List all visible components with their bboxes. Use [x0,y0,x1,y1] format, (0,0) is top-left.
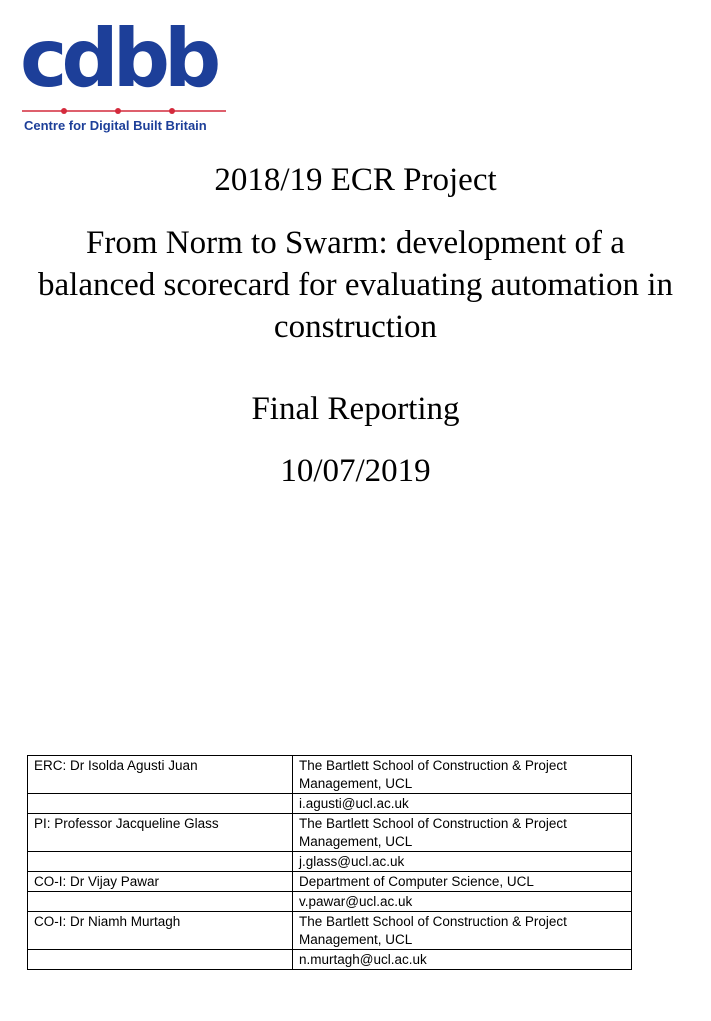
table-row [28,872,632,892]
report-date: 10/07/2019 [280,453,431,489]
email-cell: j.glass@ucl.ac.uk [293,852,632,872]
table-row [28,852,632,872]
role-cell: CO-I: Dr Vijay Pawar [28,872,293,892]
affiliation-cell: The Bartlett School of Construction & Project Management, UCL [293,814,632,852]
table-row [28,892,632,912]
role-cell: CO-I: Dr Niamh Murtagh [28,912,293,950]
affiliation-cell: The Bartlett School of Construction & Project Management, UCL [293,912,632,950]
role-cell [28,794,293,814]
role-cell: ERC: Dr Isolda Agusti Juan [28,756,293,794]
logo-tagline: Centre for Digital Built Britain [24,118,207,133]
table-row [28,756,632,794]
table-row [28,794,632,814]
email-cell: v.pawar@ucl.ac.uk [293,892,632,912]
role-cell: PI: Professor Jacqueline Glass [28,814,293,852]
email-cell: i.agusti@ucl.ac.uk [293,794,632,814]
team-table [27,755,632,970]
main-title [0,222,711,348]
affiliation-cell: Department of Computer Science, UCL [293,872,632,892]
cdbb-logo [20,14,230,136]
table-row [28,950,632,970]
role-cell [28,950,293,970]
affiliation-cell: The Bartlett School of Construction & Project Management, UCL [293,756,632,794]
role-cell [28,892,293,912]
logo-wordmark: cdbb [20,12,216,105]
main-title-text: From Norm to Swarm: development of a balanced scorecard for evaluating automation in construction [38,225,673,345]
table-row [28,912,632,950]
role-cell [28,852,293,872]
table-row [28,814,632,852]
email-cell: n.murtagh@ucl.ac.uk [293,950,632,970]
project-title: 2018/19 ECR Project [214,162,497,198]
logo-rule [22,106,226,116]
report-label: Final Reporting [251,391,460,427]
